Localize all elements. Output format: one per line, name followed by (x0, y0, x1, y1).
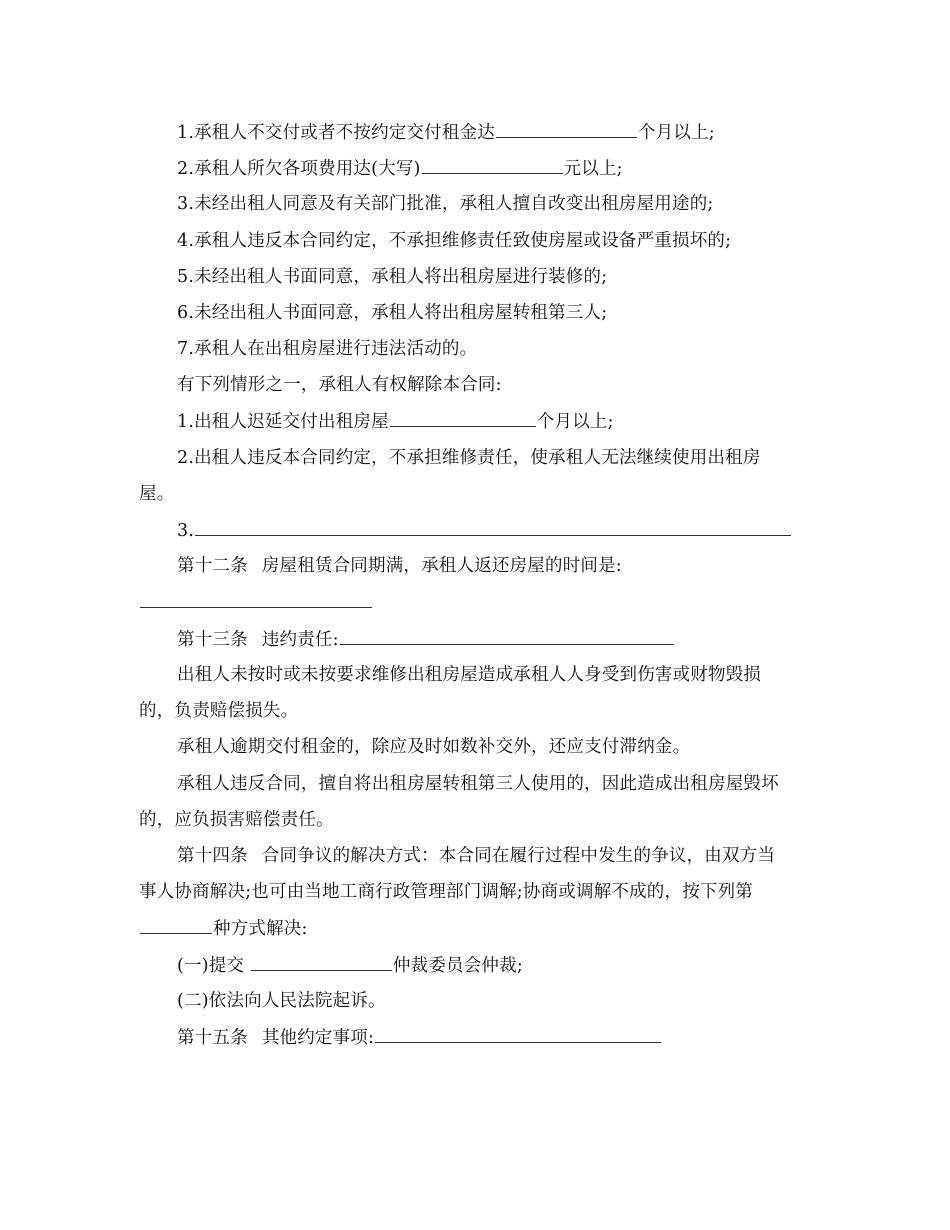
clause-line-24 (177, 953, 523, 978)
clause-line-19 (177, 772, 779, 796)
clause-text: 4.承租人违反本合同约定，不承担维修责任致使房屋或设备严重损坏的; (177, 231, 732, 251)
blank-field[interactable] (390, 409, 536, 427)
blank-field[interactable] (251, 953, 392, 971)
article-number: 第十二条 (177, 556, 248, 576)
clause-text: 仲裁委员会仲裁; (392, 956, 523, 976)
article-text: 房屋租赁合同期满，承租人返还房屋的时间是: (261, 556, 622, 576)
clause-line-1 (177, 120, 715, 145)
blank-field[interactable] (140, 916, 212, 934)
clause-line-9 (177, 409, 614, 434)
clause-line-2 (177, 156, 623, 181)
clause-line-18 (177, 735, 690, 759)
clause-text: 1.承租人不交付或者不按约定交付租金达 (177, 123, 495, 143)
blank-field[interactable] (195, 518, 791, 536)
clause-line-22 (139, 880, 753, 904)
clause-heading-tenant-rights (177, 373, 502, 397)
clause-text: 元以上; (563, 159, 623, 179)
clause-text: 1.出租人迟延交付出租房屋 (177, 412, 389, 432)
article-number: 第十三条 (177, 630, 248, 650)
clause-text: (二)依法向人民法院起诉。 (177, 991, 386, 1011)
article-12 (177, 554, 622, 578)
clause-text: 个月以上; (638, 123, 715, 143)
blank-field[interactable] (340, 627, 674, 645)
clause-line-23 (139, 916, 308, 941)
blank-field[interactable] (422, 156, 563, 174)
clause-text: 的，负责赔偿损失。 (139, 701, 299, 721)
clause-text: 7.承租人在出租房屋进行违法活动的。 (177, 339, 478, 359)
article-text: 违约责任: (261, 630, 339, 650)
blank-field[interactable] (140, 590, 372, 608)
clause-text: 2.出租人违反本合同约定，不承担维修责任，使承租人无法继续使用出租房 (177, 448, 761, 468)
clause-text: 事人协商解决;也可由当地工商行政管理部门调解;协商或调解不成的，按下列第 (139, 882, 753, 902)
article-text: 合同争议的解决方式：本合同在履行过程中发生的争议，由双方当 (261, 846, 776, 866)
clause-line-16 (177, 663, 761, 687)
clause-text: 3.未经出租人同意及有关部门批准，承租人擅自改变出租房屋用途的; (177, 194, 714, 214)
clause-line-11 (139, 482, 174, 506)
clause-text: 5.未经出租人书面同意，承租人将出租房屋进行装修的; (177, 267, 608, 287)
article-14 (177, 844, 775, 868)
clause-text: 有下列情形之一，承租人有权解除本合同: (177, 375, 502, 395)
clause-text: 6.未经出租人书面同意，承租人将出租房屋转租第三人; (177, 303, 608, 323)
clause-text: 出租人未按时或未按要求维修出租房屋造成承租人人身受到伤害或财物毁损 (177, 665, 762, 685)
article-13 (177, 627, 675, 652)
article-number: 第十四条 (177, 846, 248, 866)
clause-text: 个月以上; (536, 412, 614, 432)
clause-text: 承租人违反合同，擅自将出租房屋转租第三人使用的，因此造成出租房屋毁坏 (177, 774, 779, 794)
clause-line-12 (177, 518, 792, 543)
clause-line-4 (177, 229, 731, 253)
clause-text: 的，应负损害赔偿责任。 (139, 810, 334, 830)
clause-line-25 (177, 989, 386, 1013)
blank-field[interactable] (375, 1025, 661, 1043)
clause-text: 屋。 (139, 484, 175, 504)
clause-text: 承租人逾期交付租金的，除应及时如数补交外，还应支付滞纳金。 (177, 737, 691, 757)
clause-text: 3. (177, 521, 195, 541)
clause-line-3 (177, 192, 714, 216)
clause-text: 2.承租人所欠各项费用达(大写) (177, 159, 421, 179)
clause-line-17 (139, 699, 298, 723)
article-number: 第十五条 (177, 1028, 248, 1048)
clause-line-6 (177, 301, 607, 325)
clause-line-20 (139, 808, 334, 832)
clause-line-10 (177, 446, 761, 470)
clause-text: 种方式解决: (213, 919, 308, 939)
clause-line-7 (177, 337, 477, 361)
article-12-blank-line (139, 590, 373, 615)
article-text: 其他约定事项: (261, 1028, 375, 1048)
article-15 (177, 1025, 662, 1050)
blank-field[interactable] (496, 120, 637, 138)
clause-text: (一)提交 (177, 956, 245, 976)
clause-line-5 (177, 265, 607, 289)
